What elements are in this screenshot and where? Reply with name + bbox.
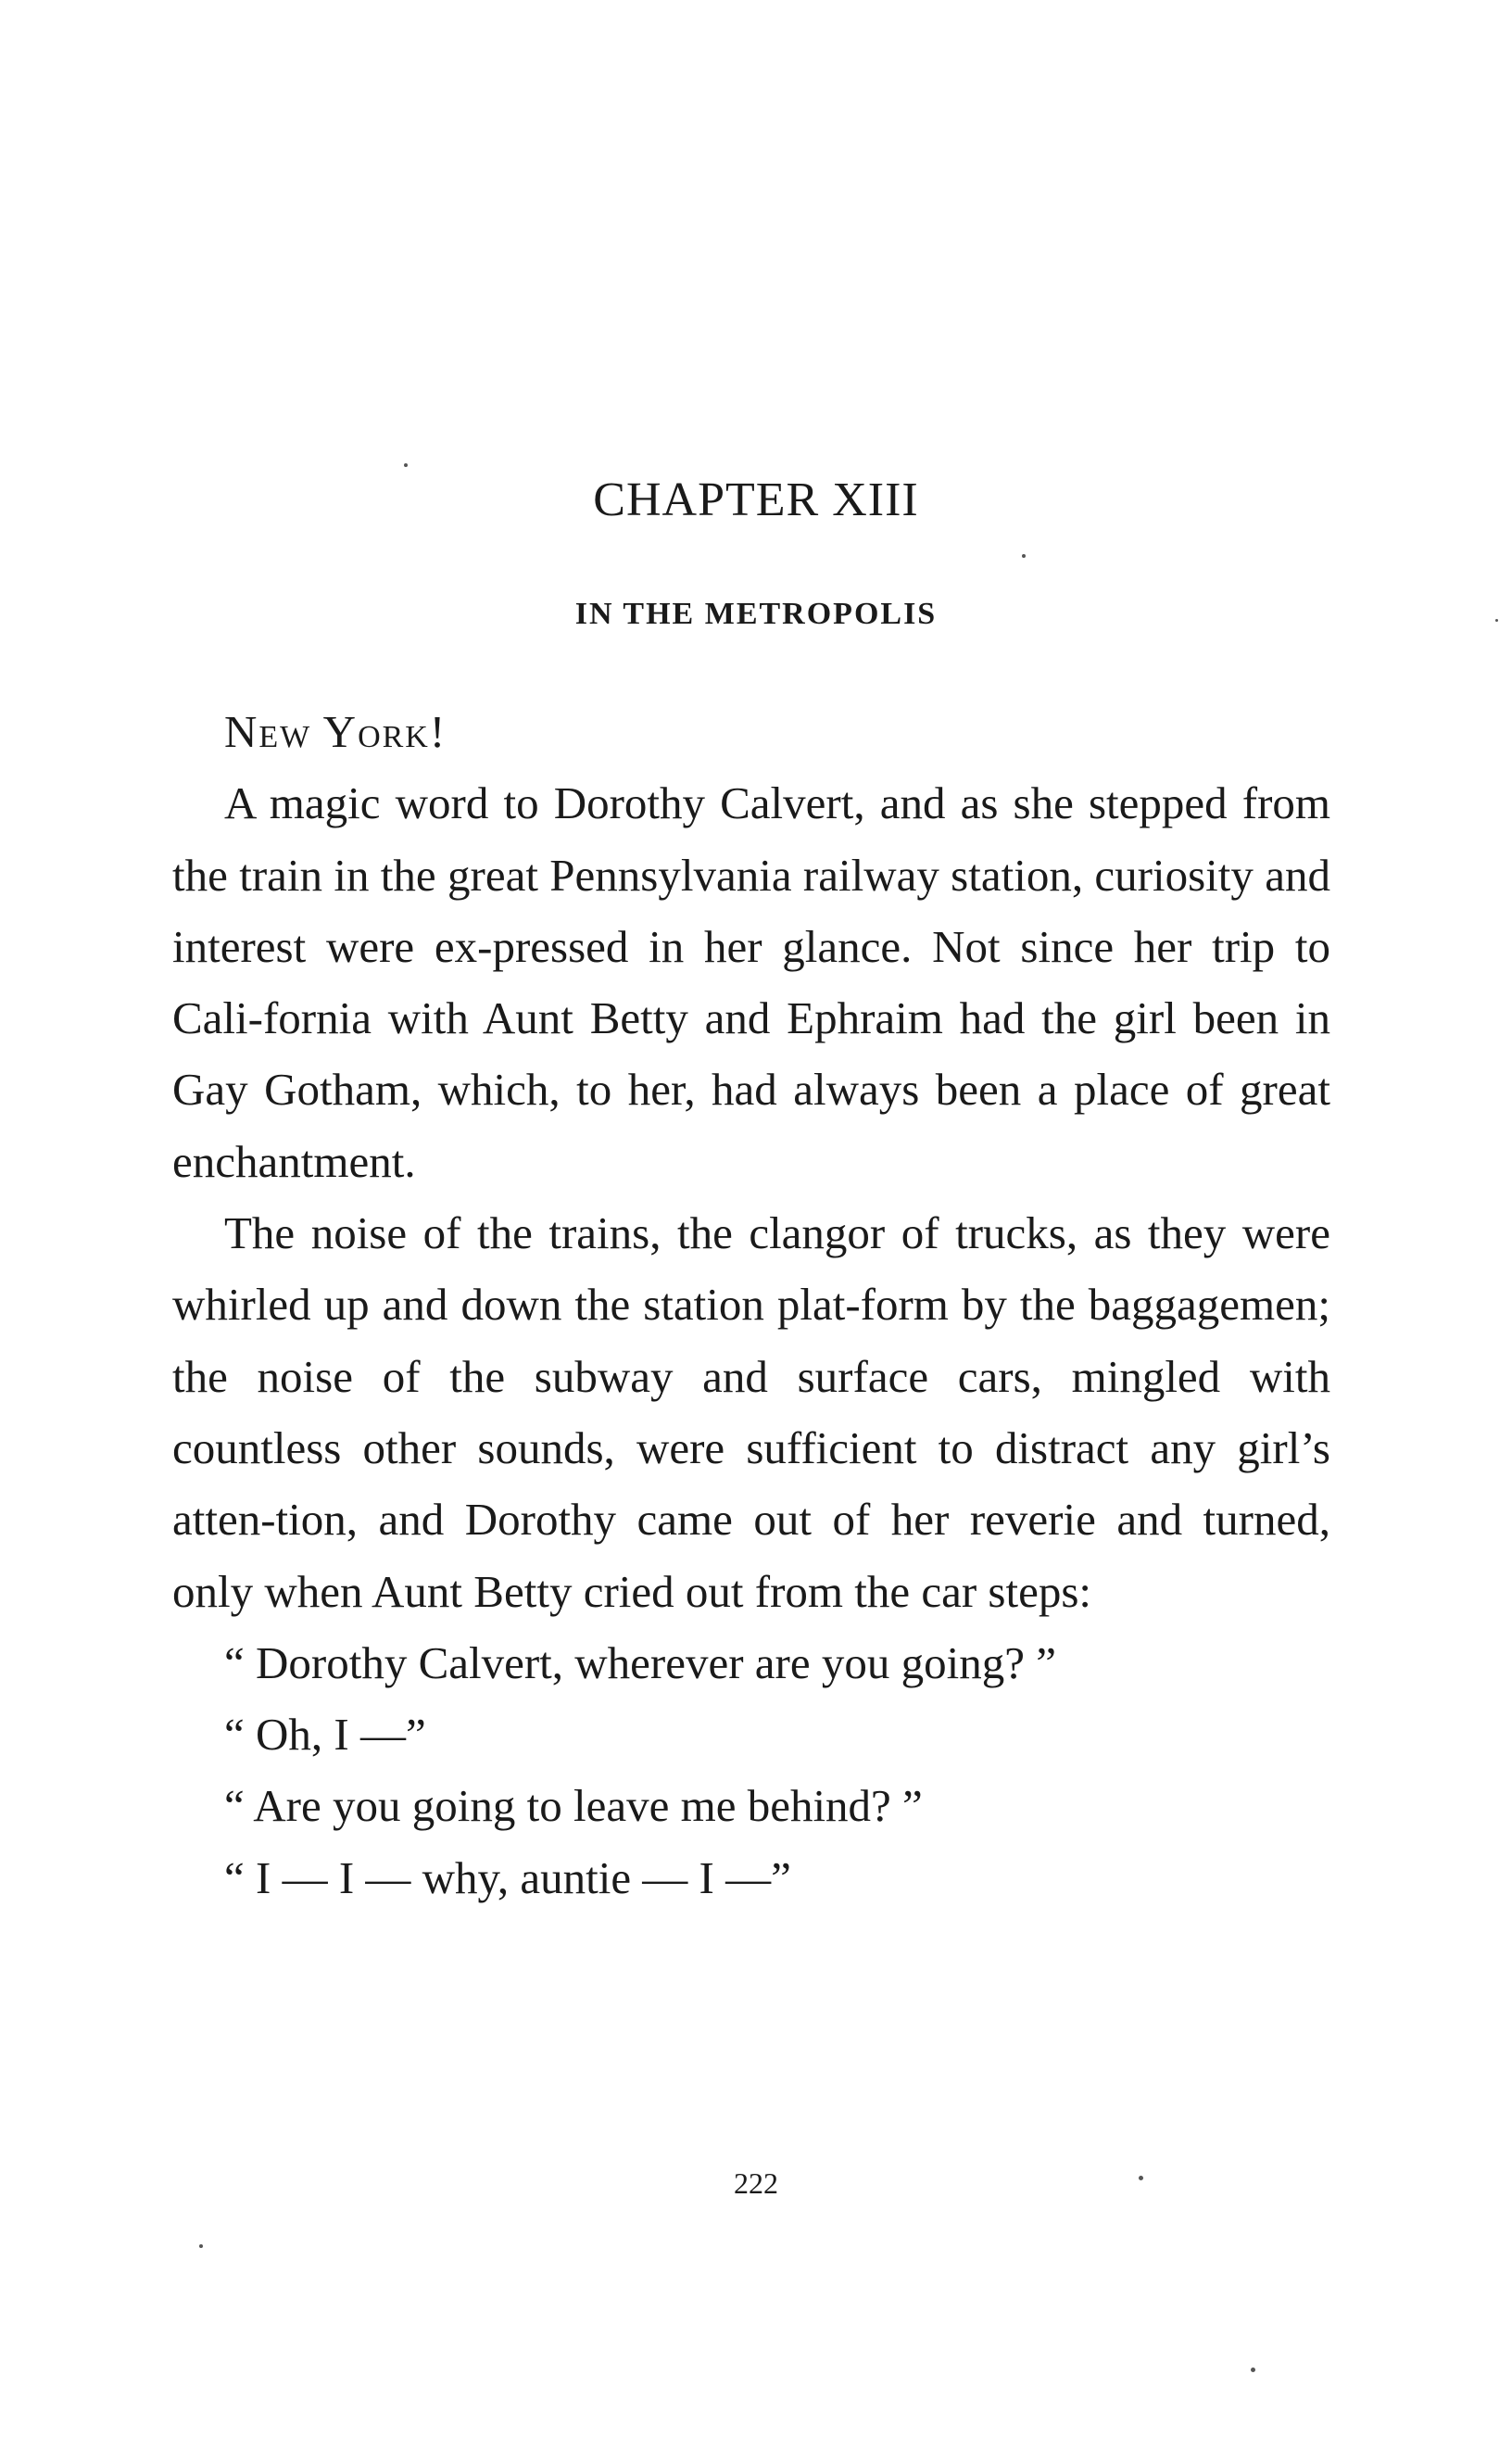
- dialogue-line: “ Dorothy Calvert, wherever are you going? ”: [224, 1636, 1056, 1688]
- scan-speck: [199, 2244, 203, 2248]
- chapter-subtitle: IN THE METROPOLIS: [574, 597, 938, 631]
- scan-speck: [1251, 2368, 1255, 2372]
- dialogue-line: “ Oh, I —”: [224, 1709, 426, 1761]
- scan-speck: [404, 463, 408, 467]
- page-number: 222: [734, 2166, 778, 2200]
- dialogue-line: “ Are you going to leave me behind? ”: [224, 1780, 923, 1832]
- paragraph: The noise of the trains, the clangor of trucks, as they were whirled up and down the station plat-form by the baggagemen; the noise of the subway and surface cars, mingled with countless other sounds, were sufficient to distract any girl’s atten-tion, and Dorothy came out of her reverie and turned, only when Aunt Betty cried out from the car steps:: [172, 1207, 1330, 1617]
- scan-speck: [1139, 2176, 1143, 2180]
- scan-speck: [1022, 554, 1026, 558]
- paragraph: A magic word to Dorothy Calvert, and as she stepped from the train in the great Pennsylvania railway station, curiosity and interest were ex-pressed in her glance. Not since her trip to Cali-fornia with Aunt Betty and Ephraim had the girl been in Gay Gotham, which, to her, had always been a place of great enchantment.: [172, 777, 1330, 1187]
- dialogue-line: “ I — I — why, auntie — I —”: [224, 1851, 791, 1903]
- chapter-heading: CHAPTER XIII: [593, 474, 919, 526]
- chapter-body: [172, 696, 1330, 1913]
- opening-words: New York!: [224, 706, 447, 757]
- scan-speck: [1495, 619, 1498, 622]
